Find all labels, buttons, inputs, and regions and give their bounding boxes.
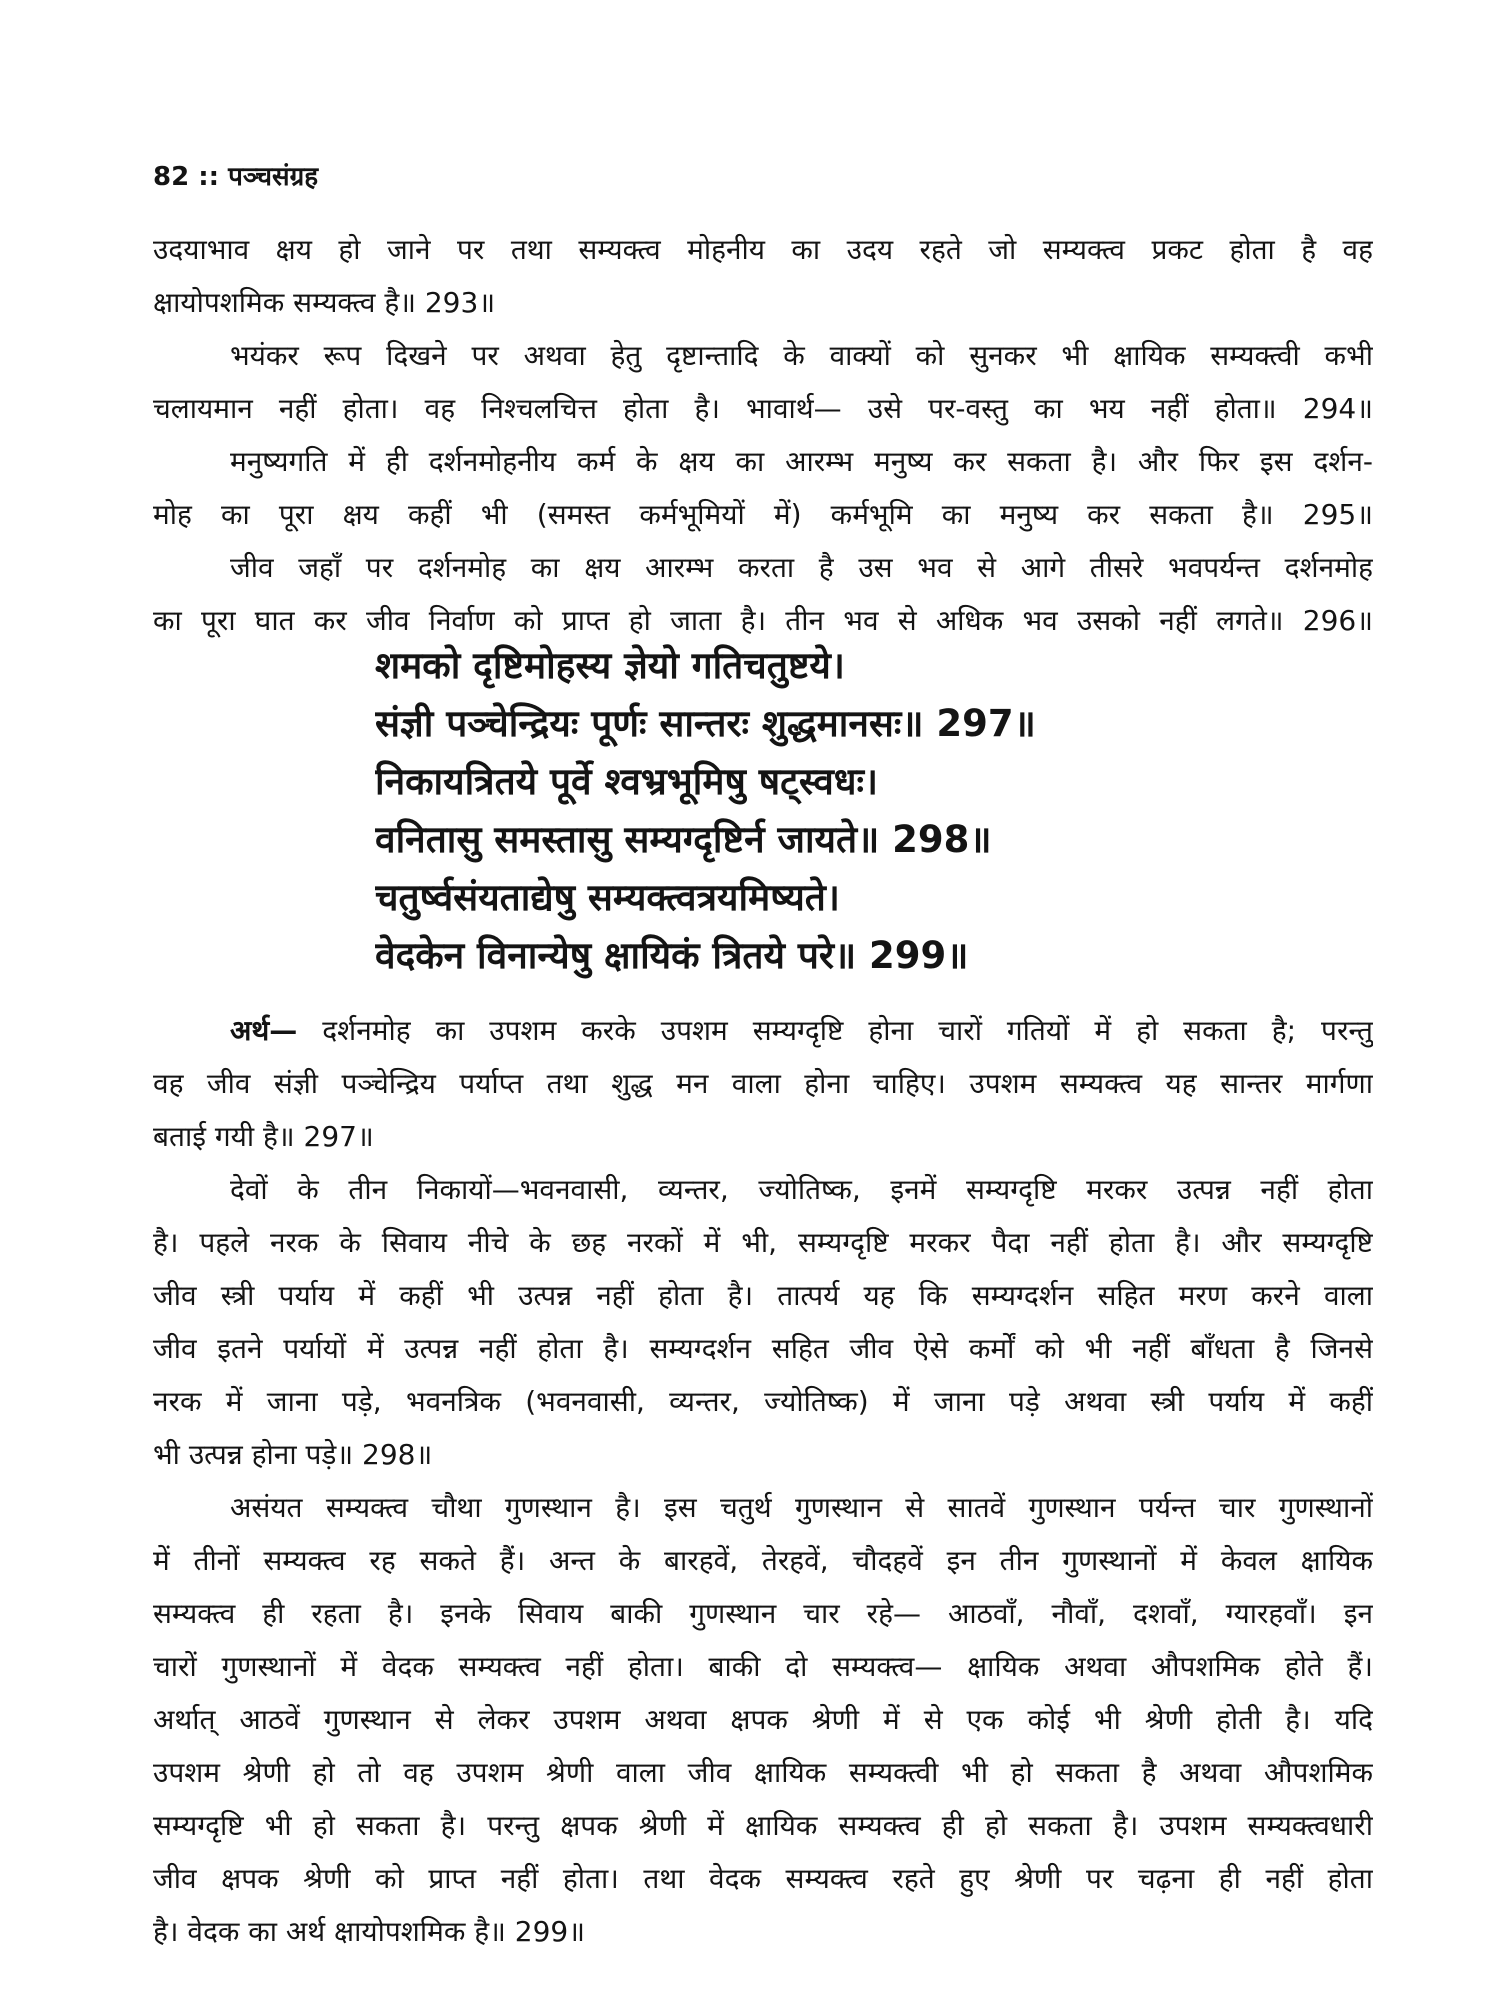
text-line: भयंकर रूप दिखने पर अथवा हेतु दृष्टान्तादि के वाक्यों को सुनकर भी क्षायिक सम्यक्त्वी कभी bbox=[230, 339, 1373, 372]
text-line: मनुष्यगति में ही दर्शनमोहनीय कर्म के क्षय का आरम्भ मनुष्य कर सकता है। और फिर इस दर्शन- bbox=[230, 445, 1373, 478]
book-title: पञ्चसंग्रह bbox=[228, 162, 319, 192]
text-line: चलायमान नहीं होता। वह निश्चलचित्त होता है। भावार्थ— उसे पर-वस्तु का भय नहीं होता॥ 294॥ bbox=[153, 392, 1373, 425]
text-line: सम्यक्त्व ही रहता है। इनके सिवाय बाकी गुणस्थान चार रहे— आठवाँ, नौवाँ, दशवाँ, ग्यारहवाँ। इन bbox=[153, 1597, 1373, 1630]
text-line: में तीनों सम्यक्त्व रह सकते हैं। अन्त के बारहवें, तेरहवें, चौदहवें इन तीन गुणस्थानों में केवल क्षायिक bbox=[153, 1544, 1373, 1577]
paragraph-294 bbox=[153, 329, 1373, 435]
page-number: 82 bbox=[153, 162, 190, 192]
text-line: है। पहले नरक के सिवाय नीचे के छह नरकों में भी, सम्यग्दृष्टि मरकर पैदा नहीं होता है। और सम्यग्दृष्टि bbox=[153, 1226, 1373, 1259]
text-line: सम्यग्दृष्टि भी हो सकता है। परन्तु क्षपक श्रेणी में क्षायिक सम्यक्त्व ही हो सकता है। उपशम सम्यक्त्वधारी bbox=[153, 1809, 1373, 1842]
verse-line: संज्ञी पञ्चेन्द्रियः पूर्णः सान्तरः शुद्धमानसः॥ 297॥ bbox=[375, 702, 1036, 745]
paragraph-293 bbox=[153, 223, 1373, 329]
verse-line: शमको दृष्टिमोहस्य ज्ञेयो गतिचतुष्टये। bbox=[375, 644, 845, 687]
text-line: क्षायोपशमिक सम्यक्त्व है॥ 293॥ bbox=[153, 286, 496, 319]
paragraph-298 bbox=[153, 1163, 1373, 1481]
verse-line: निकायत्रितये पूर्वे श्वभ्रभूमिषु षट्स्वधः। bbox=[375, 760, 879, 803]
text-line: उदयाभाव क्षय हो जाने पर तथा सम्यक्त्व मोहनीय का उदय रहते जो सम्यक्त्व प्रकट होता है वह bbox=[153, 233, 1373, 266]
running-header bbox=[153, 157, 318, 197]
text-line: जीव क्षपक श्रेणी को प्राप्त नहीं होता। तथा वेदक सम्यक्त्व रहते हुए श्रेणी पर चढ़ना ही नहीं होता bbox=[153, 1862, 1373, 1895]
verse-line: वनितासु समस्तासु सम्यग्दृष्टिर्न जायते॥ 298॥ bbox=[375, 818, 992, 861]
text-run: दर्शनमोह का उपशम करके उपशम सम्यग्दृष्टि होना चारों गतियों में हो सकता है; परन्तु bbox=[322, 1014, 1373, 1047]
text-line: बताई गयी है॥ 297॥ bbox=[153, 1120, 374, 1153]
text-line: जीव जहाँ पर दर्शनमोह का क्षय आरम्भ करता है उस भव से आगे तीसरे भवपर्यन्त दर्शनमोह bbox=[230, 551, 1373, 584]
text-line: अर्थात् आठवें गुणस्थान से लेकर उपशम अथवा क्षपक श्रेणी में से एक कोई भी श्रेणी होती है। यदि bbox=[153, 1703, 1373, 1736]
text-line bbox=[153, 1004, 1373, 1057]
text-line: जीव स्त्री पर्याय में कहीं भी उत्पन्न नहीं होता है। तात्पर्य यह कि सम्यग्दर्शन सहित मरण करने वाला bbox=[153, 1279, 1373, 1312]
paragraph-295 bbox=[153, 435, 1373, 541]
text-line: उपशम श्रेणी हो तो वह उपशम श्रेणी वाला जीव क्षायिक सम्यक्त्वी भी हो सकता है अथवा औपशमिक bbox=[153, 1756, 1373, 1789]
verse-line: चतुर्ष्वसंयताद्येषु सम्यक्त्वत्रयमिष्यते। bbox=[375, 876, 840, 919]
paragraph-296 bbox=[153, 541, 1373, 647]
meaning-heading: अर्थ— bbox=[230, 1014, 298, 1047]
sanskrit-verses bbox=[375, 637, 1195, 985]
text-line: का पूरा घात कर जीव निर्वाण को प्राप्त हो जाता है। तीन भव से अधिक भव उसको नहीं लगते॥ 296॥ bbox=[153, 604, 1373, 637]
paragraph-299 bbox=[153, 1481, 1373, 1958]
verse-line: वेदकेन विनान्येषु क्षायिकं त्रितये परे॥ 299॥ bbox=[375, 934, 969, 977]
commentary-after-verses bbox=[153, 1004, 1373, 1958]
text-line: देवों के तीन निकायों—भवनवासी, व्यन्तर, ज्योतिष्क, इनमें सम्यग्दृष्टि मरकर उत्पन्न नहीं होता bbox=[230, 1173, 1373, 1206]
header-separator: :: bbox=[198, 162, 220, 192]
text-line: चारों गुणस्थानों में वेदक सम्यक्त्व नहीं होता। बाकी दो सम्यक्त्व— क्षायिक अथवा औपशमिक होते हैं। bbox=[153, 1650, 1373, 1683]
text-line: नरक में जाना पड़े, भवनत्रिक (भवनवासी, व्यन्तर, ज्योतिष्क) में जाना पड़े अथवा स्त्री पर्याय में कहीं bbox=[153, 1385, 1373, 1418]
text-line: मोह का पूरा क्षय कहीं भी (समस्त कर्मभूमियों में) कर्मभूमि का मनुष्य कर सकता है॥ 295॥ bbox=[153, 498, 1373, 531]
text-line: असंयत सम्यक्त्व चौथा गुणस्थान है। इस चतुर्थ गुणस्थान से सातवें गुणस्थान पर्यन्त चार गुणस्थानों bbox=[230, 1491, 1373, 1524]
text-line: है। वेदक का अर्थ क्षायोपशमिक है॥ 299॥ bbox=[153, 1915, 585, 1948]
text-line: भी उत्पन्न होना पड़े॥ 298॥ bbox=[153, 1438, 433, 1471]
commentary-before-verses bbox=[153, 223, 1373, 647]
paragraph-meaning-297 bbox=[153, 1004, 1373, 1163]
text-line: वह जीव संज्ञी पञ्चेन्द्रिय पर्याप्त तथा शुद्ध मन वाला होना चाहिए। उपशम सम्यक्त्व यह सान्तर मार्गणा bbox=[153, 1067, 1373, 1100]
text-line: जीव इतने पर्यायों में उत्पन्न नहीं होता है। सम्यग्दर्शन सहित जीव ऐसे कर्मों को भी नहीं बाँधता है जिनसे bbox=[153, 1332, 1373, 1365]
